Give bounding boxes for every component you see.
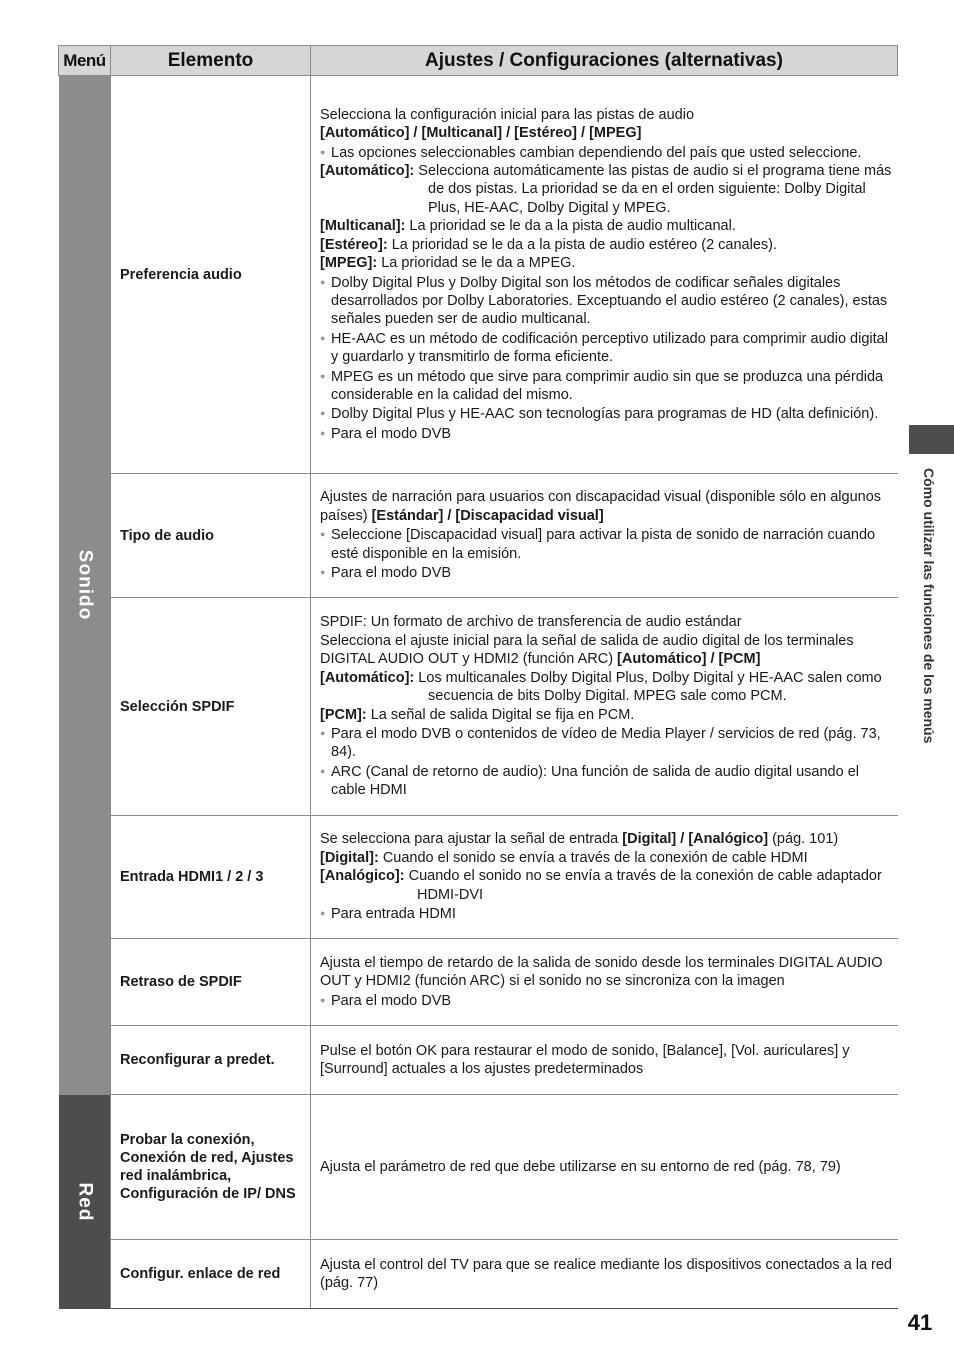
pref-audio-stereo-text: La prioridad se le da a la pista de audio estéreo (2 canales). <box>387 236 778 253</box>
desc-enlace-red <box>311 1240 898 1309</box>
element-tipo-audio: Tipo de audio <box>111 474 311 598</box>
element-entrada-hdmi: Entrada HDMI1 / 2 / 3 <box>111 816 311 939</box>
table-row <box>59 1095 898 1240</box>
desc-preferencia-audio <box>311 76 898 474</box>
spdif-line1: SPDIF: Un formato de archivo de transferencia de audio estándar <box>320 614 742 631</box>
pref-audio-multi-term: [Multicanal]: <box>320 218 406 235</box>
spdif-auto-term: [Automático]: <box>320 669 415 686</box>
pref-audio-auto-text: Selecciona automáticamente las pistas de audio si el programa tiene más de dos pistas. La prioridad se da en el orden siguiente: Dolby Digital Plus, HE-AAC, Dolby Digital y MPEG. <box>414 163 892 216</box>
element-enlace-red: Configur. enlace de red <box>111 1240 311 1309</box>
desc-tipo-audio <box>311 474 898 598</box>
element-retraso-spdif: Retraso de SPDIF <box>111 939 311 1026</box>
retraso-text: Ajusta el tiempo de retardo de la salida de sonido desde los terminales DIGITAL AUDIO OUT y HDMI2 (función ARC) si el sonido no se sincroniza con la imagen <box>320 954 883 990</box>
pref-audio-bullet: ● Dolby Digital Plus y Dolby Digital son los métodos de codificar señales digitales desarrollados por Dolby Laboratories. Exceptuando el audio estéreo (2 canales), estas señales pueden ser de audio multicanal. <box>320 273 898 329</box>
pref-audio-bullet: ● MPEG es un método que sirve para comprimir audio sin que se produzca una pérdida considerable en la calidad del mismo. <box>320 367 898 405</box>
hdmi-analog-text: Cuando el sonido no se envía a través de la conexión de cable adaptador HDMI-DVI <box>404 868 882 903</box>
pref-audio-mpeg-text: La prioridad se le da a MPEG. <box>377 255 576 272</box>
header-settings: Ajustes / Configuraciones (alternativas) <box>311 46 898 76</box>
table-row <box>59 76 898 474</box>
header-menu: Menú <box>59 46 111 76</box>
pref-audio-bullet: ● HE-AAC es un método de codificación perceptivo utilizado para comprimir audio digital y guardarlo y transmitirlo de forma eficiente. <box>320 329 898 367</box>
hdmi-digital-term: [Digital]: <box>320 849 379 866</box>
menu-sonido <box>59 76 111 1095</box>
table-row <box>59 598 898 816</box>
pref-audio-intro: Selecciona la configuración inicial para las pistas de audio <box>320 106 695 123</box>
pref-audio-bullet: ● Las opciones seleccionables cambian dependiendo del país que usted seleccione. <box>320 143 898 162</box>
table-row <box>59 939 898 1026</box>
desc-retraso-spdif <box>311 939 898 1026</box>
desc-probar-conexion <box>311 1095 898 1240</box>
retraso-bullet: ● Para el modo DVB <box>320 991 898 1010</box>
tipo-audio-bullet: ● Para el modo DVB <box>320 563 898 582</box>
hdmi-bullet: ● Para entrada HDMI <box>320 904 898 923</box>
table-row <box>59 816 898 939</box>
hdmi-analog-term: [Analógico]: <box>320 868 405 885</box>
pref-audio-options: [Automático] / [Multicanal] / [Estéreo] / [MPEG] <box>320 125 642 142</box>
menu-red-label: Red <box>74 1182 96 1221</box>
header-element: Elemento <box>111 46 311 76</box>
element-probar-conexion: Probar la conexión, Conexión de red, Ajustes red inalámbrica, Configuración de IP/ DNS <box>111 1095 311 1240</box>
spdif-pcm-text: La señal de salida Digital se fija en PCM. <box>366 706 635 723</box>
tipo-audio-options: [Estándar] / [Discapacidad visual] <box>371 507 604 524</box>
spdif-bullet: ● Para el modo DVB o contenidos de vídeo de Media Player / servicios de red (pág. 73, 84). <box>320 724 898 762</box>
menu-sonido-label: Sonido <box>74 550 96 621</box>
desc-reconfigurar <box>311 1026 898 1095</box>
desc-entrada-hdmi <box>311 816 898 939</box>
spdif-options: [Automático] / [PCM] <box>617 651 761 668</box>
pref-audio-stereo-term: [Estéreo]: <box>320 236 388 253</box>
pref-audio-auto-term: [Automático]: <box>320 163 415 180</box>
hdmi-intro-end: (pág. 101) <box>768 831 839 848</box>
element-reconfigurar: Reconfigurar a predet. <box>111 1026 311 1095</box>
pref-audio-bullet: ● Dolby Digital Plus y HE-AAC son tecnologías para programas de HD (alta definición). <box>320 404 898 423</box>
table-row <box>59 474 898 598</box>
table-row <box>59 1240 898 1309</box>
enlace-text: Ajusta el control del TV para que se realice mediante los dispositivos conectados a la red (pág. 77) <box>320 1256 892 1291</box>
tipo-audio-intro: Ajustes de narración para usuarios con discapacidad visual (disponible sólo en algunos países) <box>320 489 882 524</box>
spdif-pcm-term: [PCM]: <box>320 706 367 723</box>
section-tab-marker <box>909 425 954 454</box>
element-preferencia-audio: Preferencia audio <box>111 76 311 474</box>
page-number: 41 <box>907 1310 933 1335</box>
side-section-label: Cómo utilizar las funciones de los menús <box>921 468 937 744</box>
probar-text: Ajusta el parámetro de red que debe utilizarse en su entorno de red (pág. 78, 79) <box>320 1158 841 1175</box>
spdif-bullet: ● ARC (Canal de retorno de audio): Una función de salida de audio digital usando el cable HDMI <box>320 762 898 800</box>
pref-audio-multi-text: La prioridad se le da a la pista de audio multicanal. <box>405 218 736 235</box>
tipo-audio-bullet: ● Seleccione [Discapacidad visual] para activar la pista de sonido de narración cuando esté disponible en la emisión. <box>320 525 898 563</box>
table-row <box>59 1026 898 1095</box>
pref-audio-bullet: ● Para el modo DVB <box>320 424 898 443</box>
hdmi-options: [Digital] / [Analógico] <box>622 831 769 848</box>
menu-settings-table <box>58 45 898 1309</box>
spdif-line2: Selecciona el ajuste inicial para la señal de salida de audio digital de los terminales DIGITAL AUDIO OUT y HDMI2 (función ARC) <box>320 632 854 668</box>
menu-red <box>59 1095 111 1309</box>
element-seleccion-spdif: Selección SPDIF <box>111 598 311 816</box>
hdmi-intro: Se selecciona para ajustar la señal de entrada <box>320 831 623 848</box>
pref-audio-mpeg-term: [MPEG]: <box>320 255 378 272</box>
hdmi-digital-text: Cuando el sonido se envía a través de la conexión de cable HDMI <box>378 849 808 866</box>
desc-seleccion-spdif <box>311 598 898 816</box>
reconf-text: Pulse el botón OK para restaurar el modo de sonido, [Balance], [Vol. auriculares] y [Surround] actuales a los ajustes predeterminados <box>320 1042 850 1077</box>
table-header-row <box>59 46 898 76</box>
spdif-auto-text: Los multicanales Dolby Digital Plus, Dolby Digital y HE-AAC salen como secuencia de bits Dolby Digital. MPEG sale como PCM. <box>414 669 882 705</box>
